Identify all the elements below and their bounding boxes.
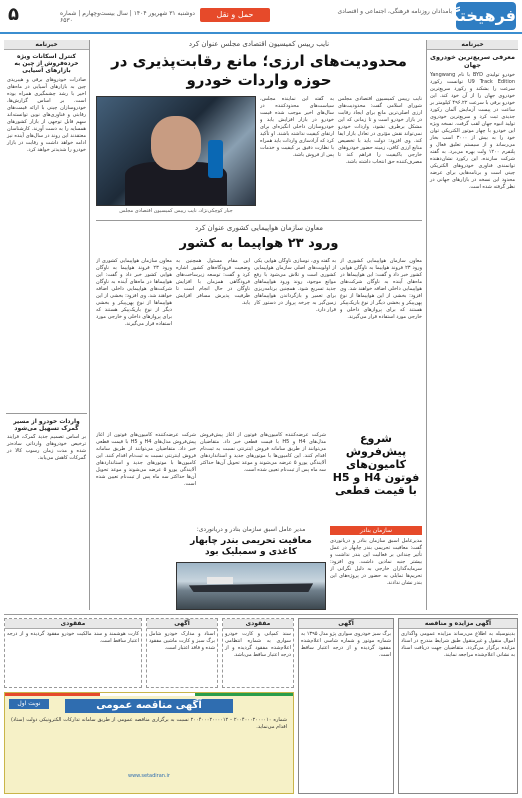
sidebar-sub-text: بر اساس تصمیم جدید گمرک، فرآیند ترخیص خودروهای وارداتی ساده‌تر شده و مدت زمان رسوب کالا در گمرکات کاهش می‌یابد. — [7, 434, 86, 461]
notice-4 — [146, 618, 218, 688]
aviation-text-d: معاون سازمان هواپیمایی کشوری از ورود ۲۳ فروند هواپیما به ناوگان هوایی کشور خبر داد و گفت: این هواپیماها در ماه‌های آینده به ناوگان شرکت‌های هواپیمایی داخلی اضافه خواهند شد. وی افزود: بخشی از این هواپیماها از نوع پهن‌پیکر و بخشی دیگر از نوع باریک‌پیکر هستند که برای پروازهای داخلی و خارجی مورد استفاده قرار می‌گیرند. — [96, 258, 172, 327]
notice-text: کارت هوشمند و سند مالکیت خودرو مفقود گردیده و از درجه اعتبار ساقط است. — [7, 631, 139, 644]
notice-5 — [4, 618, 142, 688]
notice-title: آگهی — [299, 619, 393, 629]
ship-bridge — [207, 577, 234, 584]
ship-text-extra: شرکت عرضه‌کننده کامیون‌های فوتون از آغاز پیش‌فروش مدل‌های H4 و H5 با قیمت قطعی خبر داد. متقاضیان می‌توانند از طریق سامانه فروش اینترنتی نسبت به ثبت‌نام اقدام کنند. این کامیون‌ها با موتورهای جدید و استانداردهای آلایندگی یورو ۵ عرضه می‌شوند و موعد تحویل آن‌ها حداکثر سه ماه پس از ثبت‌نام تعیین شده است. — [96, 432, 196, 487]
aviation-headline[interactable]: ورود ۲۳ هواپیما به کشور — [179, 236, 339, 251]
notice-text: اسناد و مدارک خودرو شامل برگ سبز و کارت ماشین مفقود شده و فاقد اعتبار است. — [149, 631, 215, 651]
notice-3 — [222, 618, 294, 688]
notice-text: برگ سبز خودروی سواری پژو مدل ۱۳۹۵ به شماره موتور و شماره شاسی اعلام‌شده مفقود گردیده و از درجه اعتبار ساقط است. — [301, 631, 391, 658]
issue-info: دوشنبه ۳۱ شهریور ۱۴۰۴ | سال بیست‌وچهارم | شماره ۶۵۳۰ — [60, 10, 195, 24]
tender-text: شماره ۲۰۰۴۰۰۰۲۰۰۰۰۱۰ - ۲۰۰۴۰۰۰۲۰۰۰۰۱۲ نسبت به برگزاری مناقصه عمومی از طریق سامانه تدارکات الکترونیکی دولت (ستاد) اقدام می‌نماید. — [11, 717, 287, 730]
aviation-text-c: این مقام مسئول همچنین به وضعیت فرودگاه‌های کشور اشاره کرد و گفت: توسعه زیرساخت‌های فرودگاهی همزمان با افزایش ناوگان در حال انجام است تا ظرفیت پذیرش مسافر افزایش یابد. — [176, 258, 250, 306]
lead-kicker: نایب رییس کمیسیون اقتصادی مجلس عنوان کرد — [188, 40, 330, 48]
truck-text: شرکت عرضه‌کننده کامیون‌های فوتون از آغاز پیش‌فروش مدل‌های H4 و H5 با قیمت قطعی خبر داد. متقاضیان می‌توانند از طریق سامانه فروش اینترنتی نسبت به ثبت‌نام اقدام کنند. این کامیون‌ها با موتورهای جدید و استانداردهای آلایندگی یورو ۵ عرضه می‌شوند و موعد تحویل آن‌ها حداکثر سه ماه پس از ثبت‌نام تعیین شده است. — [200, 432, 326, 473]
notice-text: سند کمپانی و کارت خودرو سواری به شماره انتظامی اعلام‌شده مفقود گردیده و از درجه اعتبار ساقط می‌باشد. — [225, 631, 291, 658]
lead-text-b: به گفته این نماینده مجلس، سیاست‌های محدودکننده در سال‌های اخیر موجب شده قیمت خودرو در بازار افزایش یابد و خودروسازان داخلی انگیزه‌ای برای ارتقای کیفیت نداشته باشند. او تأکید کرد که آزادسازی واردات باید همراه با نظارت دقیق بر کیفیت و خدمات پس از فروش باشد. — [260, 96, 334, 158]
section-label: حمل و نقل — [200, 8, 270, 22]
ship-text: مدیرعامل اسبق سازمان بنادر و دریانوردی گفت: معافیت تحریمی بندر چابهار در عمل تأثیر چندانی بر فعالیت این بندر نداشت و بیشتر جنبه نمادین داشت. وی افزود: سرمایه‌گذاران خارجی به دلیل نگرانی از تحریم‌ها تمایلی به حضور در پروژه‌های این بندر نشان ندادند. — [330, 538, 422, 586]
lead-headline[interactable]: محدودیت‌های ارزی؛ مانع رقابت‌پذیری در حوزه واردات خودرو — [111, 52, 407, 89]
tender-footer[interactable]: www.setadiran.ir — [128, 773, 170, 779]
microphone-icon — [208, 140, 224, 178]
notice-title: مفقودی — [5, 619, 141, 629]
newspaper-logo[interactable]: فرهیختگان — [456, 2, 516, 30]
lead-text-a: نایب رییس کمیسیون اقتصادی مجلس شورای اسلامی گفت: محدودیت‌های ارزی اصلی‌ترین مانع برای ایجاد رقابت در بازار خودرو است و تا زمانی که این مشکل برطرف نشود، واردات خودرو نمی‌تواند نقش مؤثری در تعادل بازار ایفا کند. وی افزود: دولت باید با تخصیص منابع ارزی کافی، زمینه حضور خودروهای خارجی باکیفیت را فراهم کند تا مصرف‌کننده حق انتخاب داشته باشد. — [338, 96, 422, 165]
sidebar-label: خبرنامه — [427, 40, 518, 50]
truck-headline[interactable]: شروع پیش‌فروش کامیون‌های فوتون H4 و H5 با قیمت قطعی — [332, 432, 420, 497]
page-number: ۵ — [8, 4, 19, 25]
notice-title: آگهی — [147, 619, 217, 629]
ship-headline[interactable]: معافیت تحریمی بندر چابهار کاغذی و سمبلیک بود — [190, 536, 312, 557]
flag-stripe — [5, 693, 293, 696]
tender-label: نوبت اول — [9, 699, 49, 709]
tender-ad[interactable] — [4, 692, 294, 794]
sidebar-text: صادرات خودروهای برقی و هیبریدی چین به بازارهای آسیایی در ماه‌های اخیر با رشد چشمگیری همراه بوده است. بر اساس گزارش‌ها، خودروسازان چینی با ارائه قیمت‌های رقابتی و فناوری‌های نوین توانسته‌اند سهم قابل توجهی از بازار کشورهای همسایه را به دست آورند. کارشناسان معتقدند این روند در سال‌های آینده نیز ادامه خواهد داشت و رقابت در بازار خودرو را شدیدتر خواهد کرد. — [7, 77, 86, 153]
photo-caption: جبار کوچکی‌نژاد، نایب رییس کمیسیون اقتصادی مجلس — [119, 208, 233, 214]
sidebar-label: خبرنامه — [4, 40, 89, 50]
aviation-text-a: معاون سازمان هواپیمایی کشوری از ورود ۲۳ فروند هواپیما به ناوگان هوایی کشور خبر داد و گفت: این هواپیماها در ماه‌های آینده به ناوگان شرکت‌های هواپیمایی داخلی اضافه خواهند شد. وی افزود: بخشی از این هواپیماها از نوع پهن‌پیکر و بخشی دیگر از نوع باریک‌پیکر هستند که برای پروازهای داخلی و خارجی مورد استفاده قرار می‌گیرند. — [340, 258, 422, 320]
ship-photo[interactable] — [176, 562, 326, 610]
sidebar-sub-headline: واردات خودرو از مسیر گمرک تسهیل می‌شود — [6, 413, 87, 432]
notice-title: آگهی مزایده و مناقصه — [399, 619, 517, 629]
divider — [4, 614, 518, 615]
notice-2 — [298, 618, 394, 794]
divider — [96, 220, 422, 221]
right-sidebar — [426, 40, 518, 610]
notice-1 — [398, 618, 518, 794]
truck-story-box — [330, 432, 422, 522]
tagline: بامدادان روزنامه فرهنگی، اجتماعی و اقتصادی — [337, 8, 452, 15]
aviation-text-b: به گفته وی، نوسازی ناوگان هوایی یکی از اولویت‌های اصلی سازمان هواپیمایی کشوری است و تلاش می‌شود با رفع موانع موجود، روند ورود هواپیماهای جدید تسریع شود. همچنین برنامه‌ریزی برای تعمیر و بازگرداندن هواپیماهای زمین‌گیر به چرخه پرواز در دستور کار قرار دارد. — [254, 258, 336, 313]
lead-photo[interactable] — [96, 96, 256, 206]
ship-kicker: مدیر عامل اسبق سازمان بنادر و دریانوردی: — [196, 526, 306, 533]
aviation-kicker: معاون سازمان هواپیمایی کشوری عنوان کرد — [195, 224, 323, 232]
sidebar-headline: کنترل اسکانات ویژه خرده‌فروش از چین به بازارهای آسیایی — [14, 53, 79, 74]
notice-text: بدینوسیله به اطلاع می‌رساند مزایده عمومی واگذاری اموال منقول و غیرمنقول طبق شرایط مندرج در اسناد مزایده برگزار می‌گردد. متقاضیان جهت دریافت اسناد به نشانی اعلام‌شده مراجعه نمایند. — [401, 631, 515, 658]
tender-title: آگهی مناقصه عمومی — [65, 699, 233, 713]
left-sidebar — [4, 40, 90, 610]
sidebar-text: خودرو تولیدی BYD با نام Yangwang U9 Track Edition توانست رکورد سرعت را بشکند و رکورد سریع‌ترین خودروی جهان را از آن خود کند. این خودرو برقی با سرعت ۴۹۶.۲۲ کیلومتر بر ساعت در پیست آزمایش آلمان رکورد جدیدی ثبت کرد و سریع‌ترین خودروی تولید انبوه جهان لقب گرفت. نسخه ویژه این خودرو با چهار موتور الکتریکی توان خود را به بیش از ۳۰۰۰ اسب بخار می‌رساند و از سیستم تعلیق فعال و پلتفرم ۱۲۰۰ ولت بهره می‌برد. به گفته شرکت سازنده، این رکورد نشان‌دهنده توانمندی فناوری خودروهای الکتریکی چینی است و برنامه‌هایی برای عرضه محدود این نسخه در بازارهای جهانی در نظر گرفته شده است. — [430, 72, 516, 190]
notice-title: مفقودی — [223, 619, 293, 629]
ship-badge: سازمان بنادر — [330, 526, 422, 535]
sidebar-headline: معرفی سریع‌ترین خودروی جهان — [429, 53, 516, 69]
photo-face — [151, 116, 202, 170]
